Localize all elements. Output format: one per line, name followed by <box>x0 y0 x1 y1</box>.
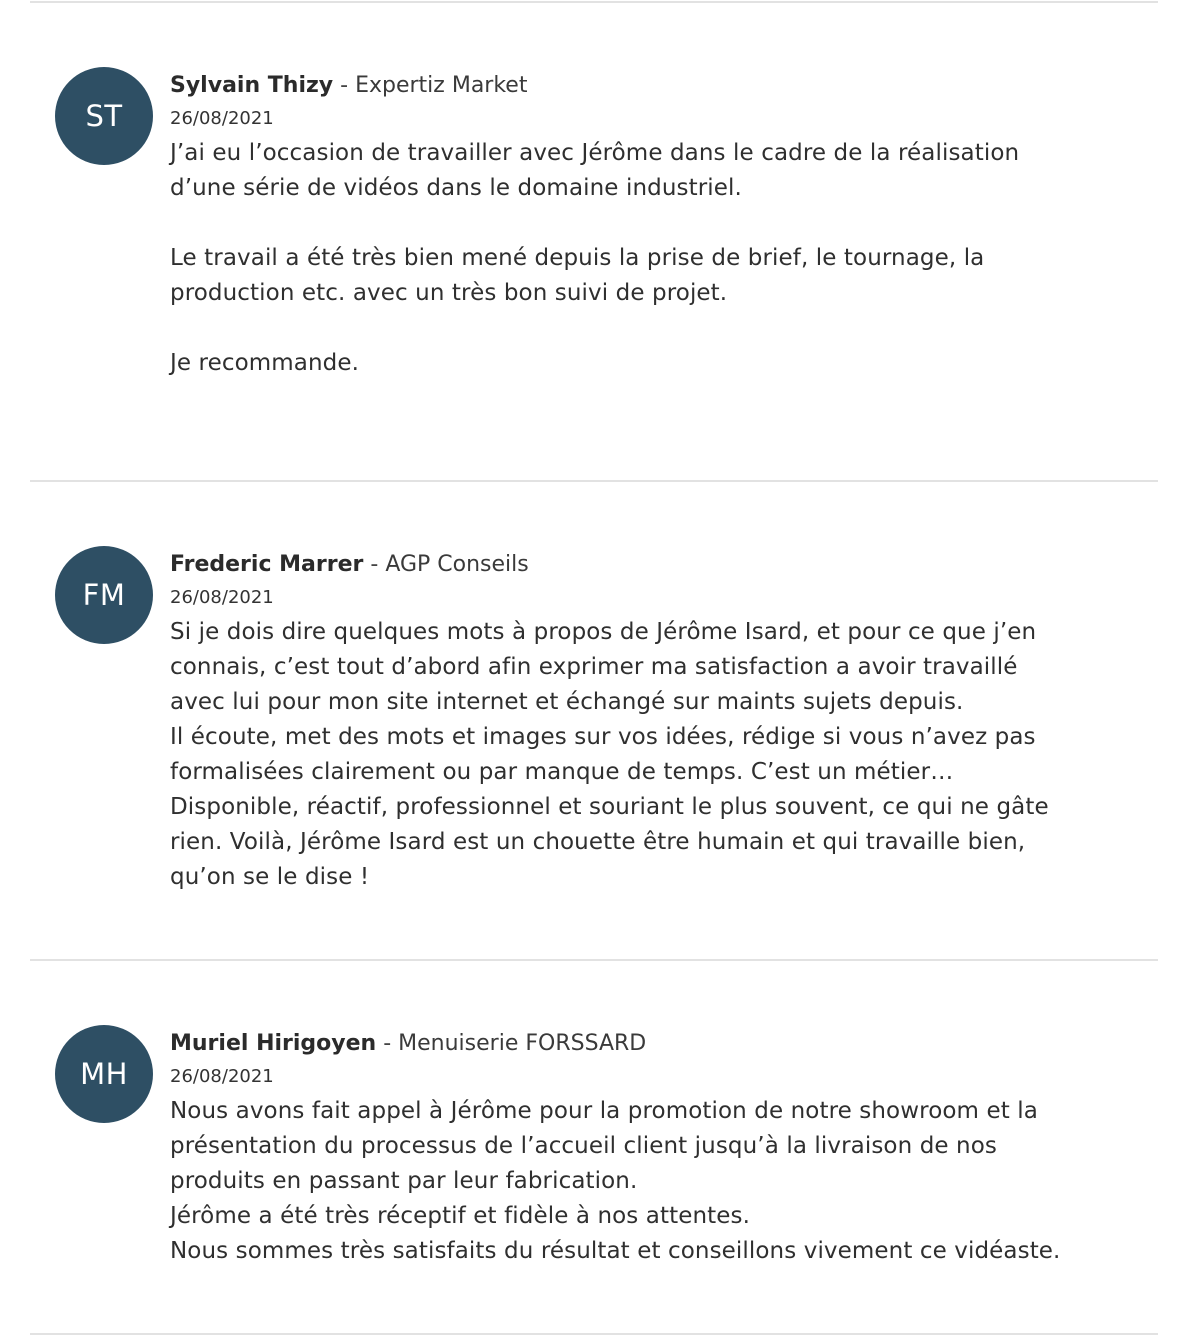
avatar <box>55 1025 153 1123</box>
review-header <box>170 549 1160 581</box>
avatar-initials: ST <box>85 99 123 133</box>
avatar <box>55 67 153 165</box>
avatar-initials: MH <box>80 1057 128 1091</box>
review-header <box>170 1028 1160 1060</box>
review-date: 26/08/2021 <box>170 108 274 129</box>
review-divider <box>30 959 1158 961</box>
review-company: Menuiserie FORSSARD <box>398 1031 647 1056</box>
review-divider-top <box>30 1 1158 3</box>
review-date: 26/08/2021 <box>170 587 274 608</box>
review-separator: - <box>370 552 379 577</box>
review-company: Expertiz Market <box>355 73 528 98</box>
review-text: J’ai eu l’occasion de travailler avec Jérôme dans le cadre de la réalisation d’une série de vidéos dans le domaine industriel. Le travail a été très bien mené depuis la prise de brief, le tournage, la production etc. avec un très bon suivi de projet. Je recommande. <box>170 140 1020 376</box>
review-content <box>170 67 1160 381</box>
review-author: Sylvain Thizy <box>170 73 334 98</box>
review-author: Frederic Marrer <box>170 552 364 577</box>
review-company: AGP Conseils <box>385 552 529 577</box>
review-text: Nous avons fait appel à Jérôme pour la promotion de notre showroom et la présentation du processus de l’accueil client jusqu’à la livraison de nos produits en passant par leur fabrication. Jérôme a été très réceptif et fidèle à nos attentes. Nous sommes très satisfaits du résultat et conseillons vivement ce vidéaste. <box>170 1098 1061 1264</box>
avatar-initials: FM <box>82 578 126 612</box>
avatar <box>55 546 153 644</box>
review-content <box>170 546 1160 895</box>
review-header <box>170 70 1160 102</box>
review-text: Si je dois dire quelques mots à propos de Jérôme Isard, et pour ce que j’en connais, c’est tout d’abord afin exprimer ma satisfaction a avoir travaillé avec lui pour mon site internet et échangé sur maints sujets depuis. Il écoute, met des mots et images sur vos idées, rédige si vous n’avez pas formalisées clairement ou par manque de temps. C’est un métier… Disponible, réactif, professionnel et souriant le plus souvent, ce qui ne gâte rien. Voilà, Jérôme Isard est un chouette être humain et qui travaille bien, qu’on se le dise ! <box>170 619 1049 890</box>
review-separator: - <box>340 73 349 98</box>
review-separator: - <box>383 1031 392 1056</box>
review-divider <box>30 480 1158 482</box>
review-divider-bottom <box>30 1333 1158 1335</box>
review-author: Muriel Hirigoyen <box>170 1031 377 1056</box>
review-content <box>170 1025 1160 1269</box>
review-date: 26/08/2021 <box>170 1066 274 1087</box>
